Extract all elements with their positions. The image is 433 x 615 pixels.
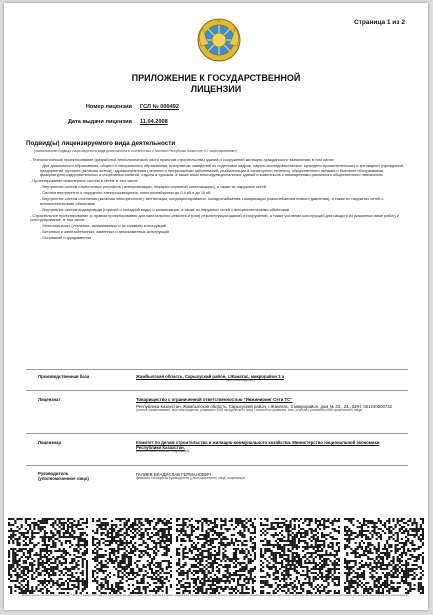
- page-number: Страница 1 из 2: [354, 19, 405, 26]
- head-note: фамилия и инициалы руководителя (уполномоченного лица) лицензиара: [136, 476, 245, 480]
- qr-code-icon: [8, 518, 88, 594]
- licensee-label: Лицензиат: [38, 397, 61, 402]
- license-date-label: Дата выдачи лицензии: [67, 119, 132, 125]
- license-number-label: Номер лицензии: [85, 104, 132, 110]
- head-label: [38, 471, 89, 481]
- list-item: - Технологическое проектирование (разработка технологической части проектов строительства) зданий и сооружений жилищно-гражданского назначения, в том числе:: [30, 157, 335, 162]
- subtypes-note: (наименование подвида лицензируемого вида деятельности в соответствии с Законом Республики Казахстан «О лицензировании»): [34, 149, 238, 153]
- production-base-label: Производственная база: [38, 374, 90, 379]
- list-item: - Внутренних систем слаботочных устройств (телефонизации, пожарно-охранной сигнализации), а также их наружных сетей: [40, 184, 266, 190]
- licensor-name: Комитет по делам строительства и жилищно-коммунального хозяйства. Министерство национальной экономики Республики Казахстан.: [136, 440, 380, 450]
- licensee-block: [136, 397, 404, 413]
- qr-code-icon: [344, 518, 424, 594]
- list-item: - Строительное проектирование (с правом проектирования для капитального ремонта и (или) реконструкции зданий и сооружений, а также усиления конструкций для каждого из указанных ниже работ) и конструирование, в том числе:: [30, 212, 399, 223]
- licensee-note: (полное наименование, местонахождение, реквизиты БИН юридического лица / полностью фамилия, имя, отчество, реквизиты ИИН физического лица): [136, 408, 363, 412]
- head-block: [136, 472, 404, 481]
- subtypes-heading: Подвид(ы) лицензируемого вида деятельности: [26, 140, 176, 147]
- divider: [26, 433, 408, 434]
- qr-code-icon: [92, 518, 172, 594]
- list-item: - Внутренних систем водопровода (горячей и холодной воды) и канализации, а также их наружных сетей с вспомогательными объектами: [40, 206, 289, 212]
- divider: [26, 465, 408, 466]
- document-title-line1: ПРИЛОЖЕНИЕ К ГОСУДАРСТВЕННОЙ: [131, 73, 301, 83]
- licensor-block: [136, 440, 404, 454]
- list-item: - Проектирование инженерных систем и сетей, в том числе:: [30, 178, 139, 184]
- list-item: - Бетонных и железобетонных, каменных и армокаменных конструкций: [40, 229, 169, 235]
- head-label-line2: (уполномоченное лицо): [38, 476, 89, 481]
- license-number-value: ГСЛ № 000492: [140, 104, 179, 110]
- footer-disclaimer: Данный документ согласно пункту 1 статьи 7 ЗРК от 7 января 2003 года «Об электронном документе и электронной цифровой подписи» равнозначен документу на бумажном носителе. Данный документ сформирован порталом электронного правительства. Проверить подлинность электронного документа вы можете на портале www.elicense.kz.: [22, 594, 409, 597]
- kazakhstan-state-emblem-icon: [195, 16, 243, 64]
- document-title-line2: ЛИЦЕНЗИИ: [190, 84, 242, 94]
- head-value: ГАЛИЕВ ВЛАДИСЛАВ ГЕРМАНОВИЧ: [136, 472, 211, 477]
- license-date-value: 11.04.2008: [140, 119, 168, 125]
- production-base-block: [136, 374, 404, 383]
- subtypes-list: [26, 158, 408, 242]
- divider: [26, 369, 408, 370]
- production-base-value: Жамбылская область, Сарысуский район, г.Жанатас, микрорайон 3 а: [136, 374, 285, 379]
- list-item: - Металлических (стальных, алюминиевых и из сплавов) конструкций: [40, 223, 166, 229]
- licensor-note: (полное наименование лицензиара): [136, 449, 190, 453]
- license-appendix-page: [4, 3, 428, 610]
- qr-code-icon: [176, 518, 256, 594]
- list-item: - Для дошкольного образования, общего и специального образования, интернатов, заведений по подготовке кадров, научно-исследовательских, культурно-просветительских и зрелищных учреждений, предприятий торговли (включая аптеки), здравоохранения (лечения и профилактики заболеваний, реабилитации и санаторного лечения), общественного питания и бытового обслуживания, физкультурно-оздоровительных и спортивных занятий, отдыха и туризма, а также иных многофункциональных зданий и комплексов с помещениями различного общественного назначения: [40, 162, 404, 178]
- qr-code-icon: [260, 518, 340, 594]
- licensee-address: Республика Казахстан, Жамбылская область, Сарысуский район, г.Жанатас, 2 микрорайон, дом № 33., 24., БИН: 001240000732: [136, 404, 393, 409]
- list-item: - Систем внутреннего и наружного электроосвещения, электроснабжения до 0,4 кВ и до 10 кВ: [40, 190, 211, 196]
- production-base-note: (местонахождение): [226, 378, 255, 382]
- licensee-name: Товарищество с ограниченной ответственностью "Инжиниринг Сети ТС": [136, 397, 293, 402]
- list-item: - Внутренних систем отопления (включая электрическое), вентиляции, кондиционирования, холодоснабжения, газификации (газоснабжения низкого давления), а также их наружных сетей с вспомогательными объектами: [40, 196, 384, 206]
- head-label-line1: Руководитель: [38, 471, 69, 476]
- divider: [26, 390, 408, 391]
- list-item: - Оснований и фундаментов: [40, 235, 92, 241]
- licensor-label: Лицензиар: [38, 440, 62, 445]
